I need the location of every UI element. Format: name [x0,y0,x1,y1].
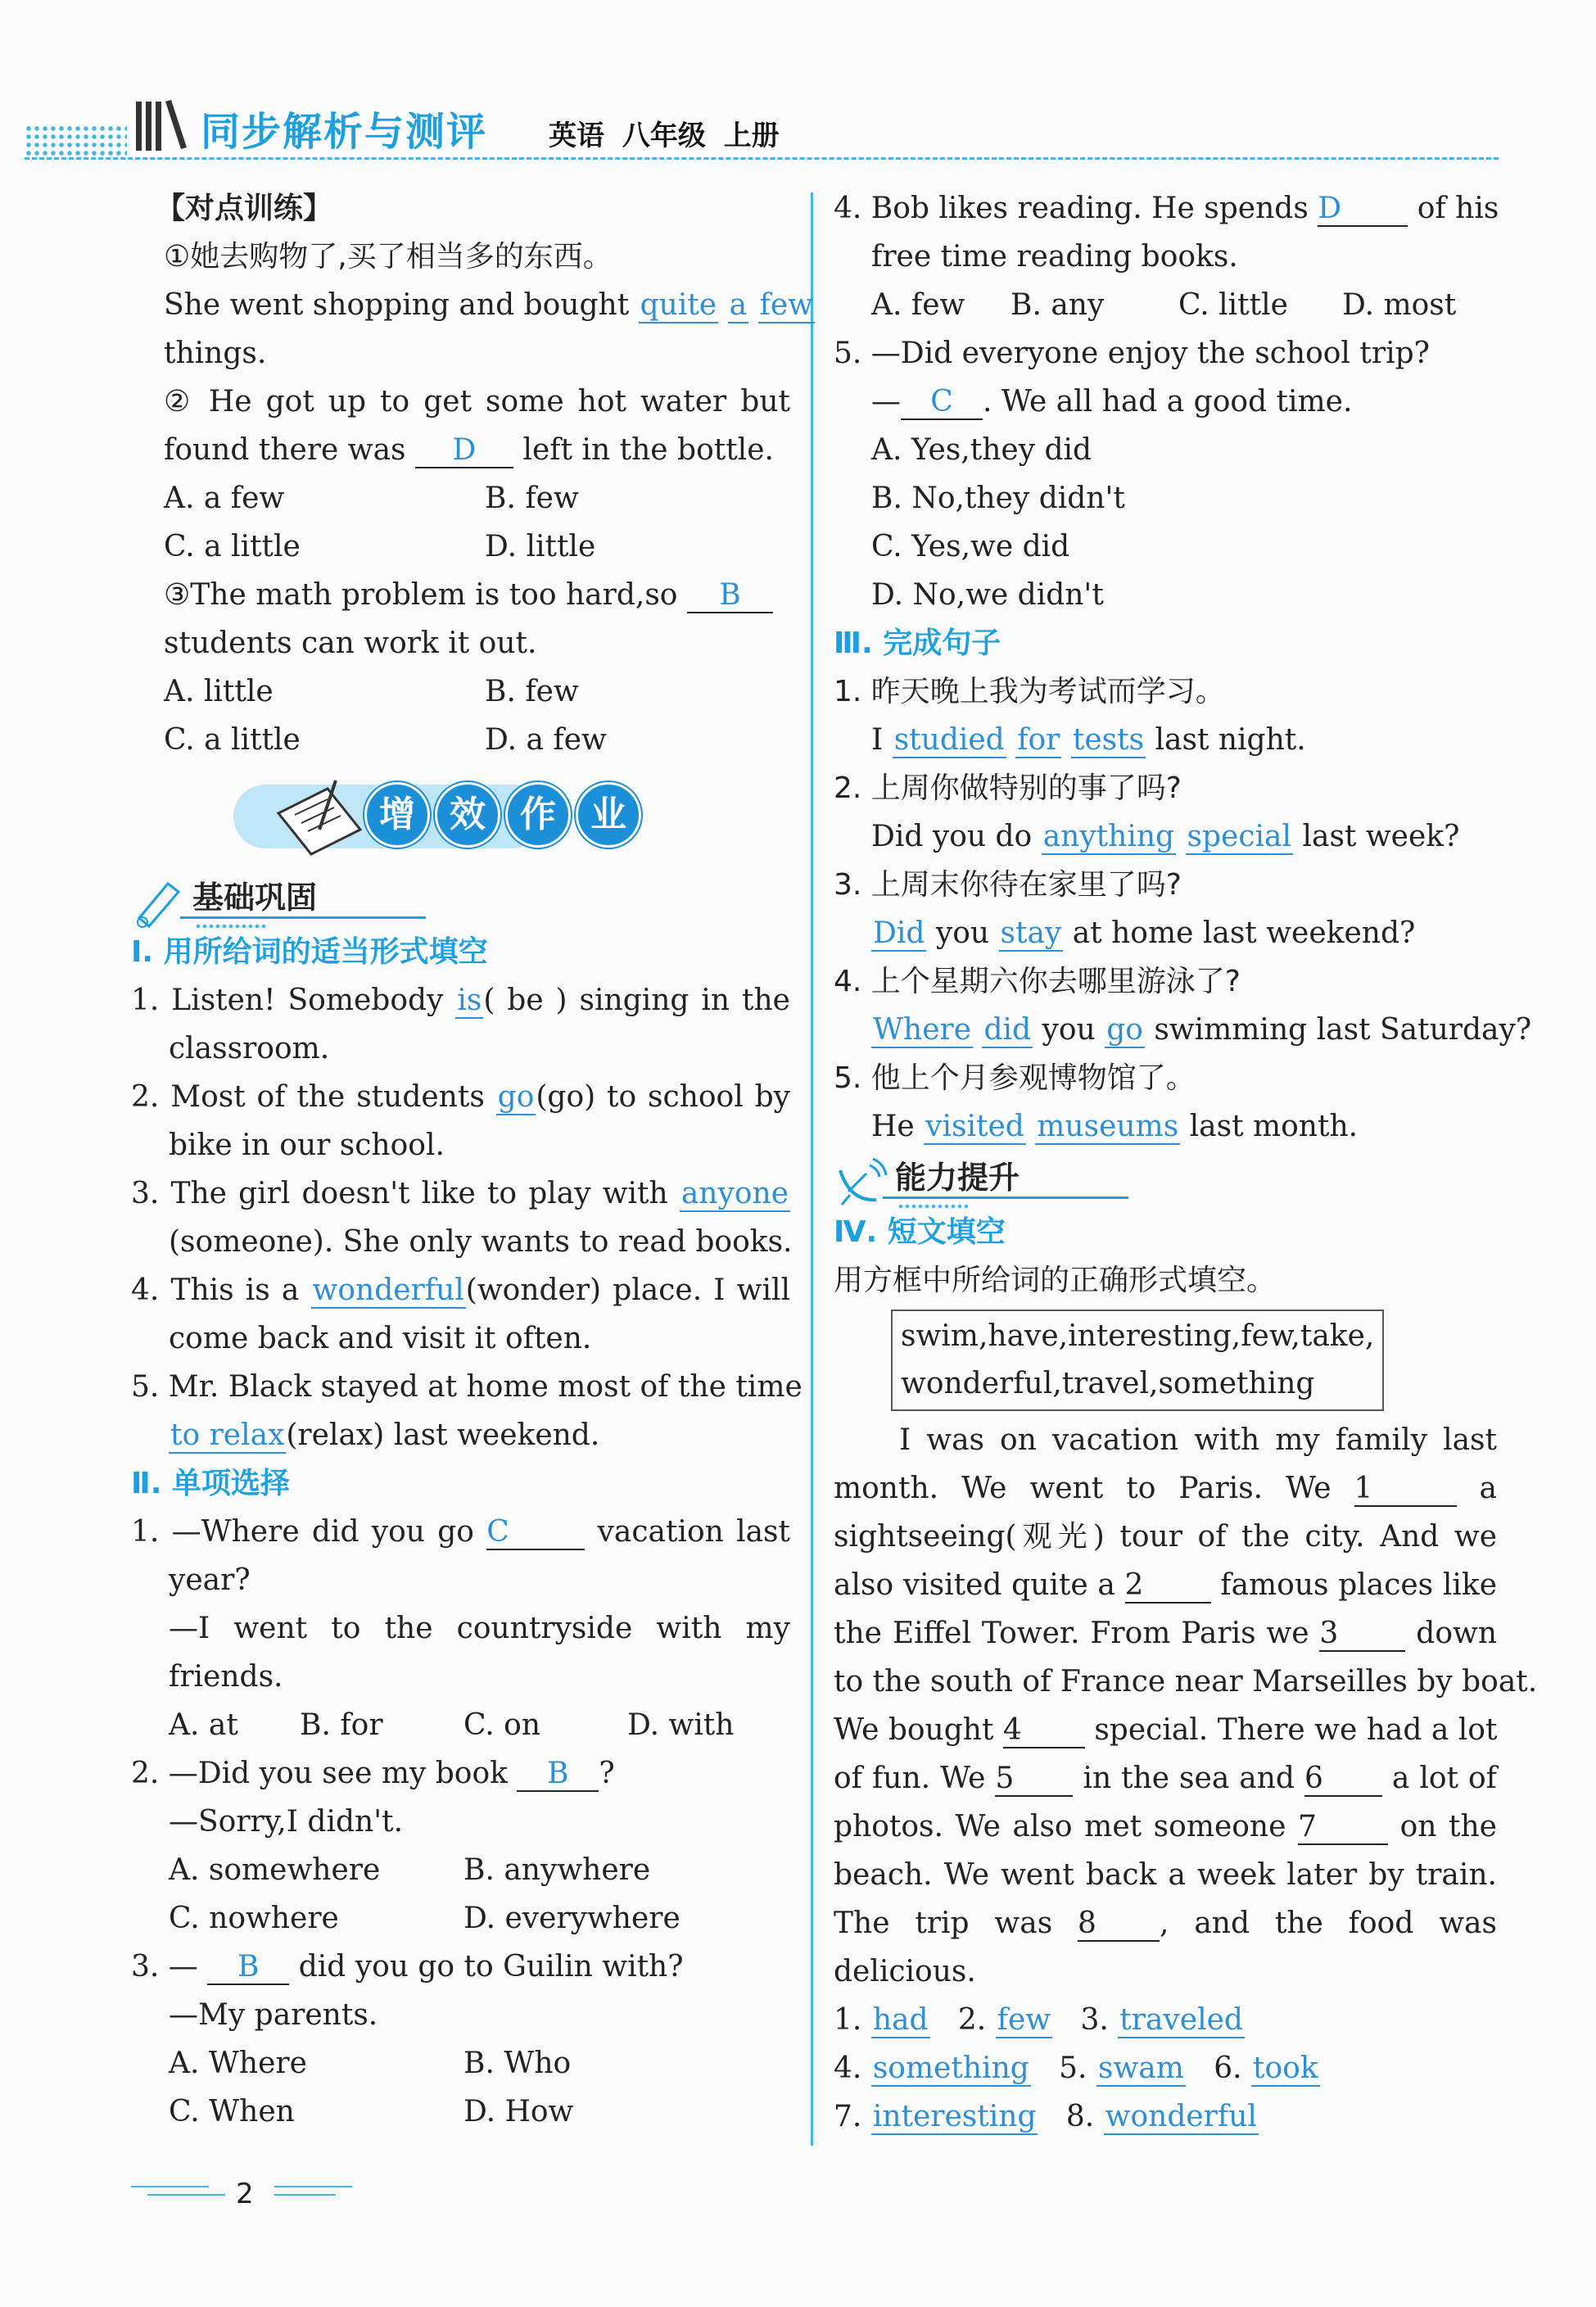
passage-line: photos. We also met someone 7 on the [834,1810,1497,1843]
sec2-q4-options [834,281,1497,329]
word-box [891,1310,1384,1411]
sec2-q3: 3. — B did you go to Guilin with? [131,1950,684,1984]
passage-line: delicious. [834,1955,976,1988]
sec2-q1-reply-cont: friends. [169,1660,283,1694]
word-box-line: wonderful,travel,something [901,1367,1315,1400]
answer-text: to relax [170,1418,285,1452]
option: A. somewhere [169,1853,381,1887]
option: D. a few [485,723,607,757]
book-subtitle [549,113,780,153]
answer-text: swam [1097,2051,1184,2085]
sec3-q2-en: Did you do anything special last week? [871,820,1460,853]
passage-line: We bought 4 special. There we had a lot [834,1713,1498,1747]
option: D. with [627,1708,735,1742]
sec1-q2: 2. Most of the students go(go) to school by [131,1080,790,1114]
practice-q2-line1: ② He got up to get some hot water but [164,385,790,418]
passage-blank: 6 [1304,1762,1382,1797]
heading-underline [883,1196,1128,1199]
practice-q3-line2: students can work it out. [164,627,537,660]
footer-rule [274,2194,336,2196]
option: C. little [1178,288,1288,322]
passage-blank: 4 [1003,1714,1085,1748]
satellite-dish-icon [834,1154,889,1208]
passage-answers: 1. had 2. few 3. traveled [834,2003,1243,2037]
option: D. little [485,530,596,563]
sec1-q5: 5. Mr. Black stayed at home most of the time [131,1370,803,1404]
banner-char: 业 [576,782,641,848]
banner-char: 增 [364,782,430,848]
page-footer [131,2174,377,2215]
sec1-q2-cont: bike in our school. [169,1129,445,1162]
banner-title [364,782,646,848]
page-number: 2 [236,2178,254,2210]
answer-text: visited [925,1110,1024,1143]
answer-text: anyone [680,1177,789,1210]
sec2-q2: 2. —Did you see my book B ? [131,1757,615,1790]
sec2-q3-options [131,2088,790,2136]
sec2-q1-reply: —I went to the countryside with my [169,1612,790,1645]
sec1-q4-cont: come back and visit it often. [169,1322,592,1355]
practice-q3-options [131,716,790,764]
option: C. When [169,2095,295,2128]
word-box-line: swim,have,interesting,few,take, [901,1319,1375,1353]
sec1-q1: 1. Listen! Somebody is( be ) singing in the [131,984,790,1017]
option: C. a little [164,723,301,757]
section-1-title: Ⅰ. 用所给词的适当形式填空 [131,935,488,969]
practice-q2-options [131,474,790,522]
sec2-q1-cont: year? [169,1563,251,1597]
sec3-q2-zh: 2. 上周你做特别的事了吗? [834,771,1182,805]
option: D. most [1342,288,1457,322]
passage-blank: 7 [1298,1811,1388,1845]
option: C. Yes,we did [871,530,1070,563]
sec3-q3-en: Did you stay at home last weekend? [873,916,1416,950]
answer-blank: D [415,434,513,468]
section-4-title: Ⅳ. 短文填空 [834,1215,1006,1249]
answer-blank: C [486,1516,585,1550]
passage-line: the Eiffel Tower. From Paris we 3 down [834,1617,1498,1650]
sec1-q1-cont: classroom. [169,1032,330,1065]
passage-line: beach. We went back a week later by train. [834,1858,1497,1892]
banner-char: 作 [505,782,571,848]
sec2-q5-reply: — C . We all had a good time. [871,385,1353,418]
option: C. a little [164,530,301,563]
passage-answers: 4. something 5. swam 6. took [834,2051,1318,2085]
header-rule [25,157,1499,160]
sec1-q4: 4. This is a wonderful(wonder) place. I will [131,1273,790,1307]
answer-blank: B [517,1757,599,1792]
footer-rule [131,2186,209,2187]
answer-text: something [872,2051,1029,2085]
answer-text: traveled [1119,2003,1243,2037]
answer-blank: B [687,579,773,613]
option: D. How [463,2095,574,2128]
answer-text: wonderful [1105,2100,1257,2133]
answer-text: took [1253,2051,1318,2085]
answer-text: did [983,1013,1032,1047]
practice-q1-end: things. [164,337,267,370]
passage-line: I was on vacation with my family last [899,1423,1497,1457]
answer-text: for [1017,723,1060,757]
pencil-icon [131,877,188,928]
answer-text: anything [1042,820,1175,853]
practice-q1-zh: ①她去购物了,买了相当多的东西。 [164,240,613,274]
answer-text: Did [873,916,925,950]
answer-text: tests [1072,723,1145,757]
sec1-q5-cont: to relax(relax) last weekend. [170,1418,600,1452]
sec3-q4-zh: 4. 上个星期六你去哪里游泳了? [834,965,1241,998]
passage-blank: 8 [1078,1907,1160,1942]
answer-text: few [997,2003,1051,2037]
section-3-title: Ⅲ. 完成句子 [834,627,1001,660]
heading-dots [195,923,267,930]
left-column [131,184,813,2136]
books-icon [133,97,190,156]
answer-blank: C [901,386,983,420]
answer-text: quite [640,288,717,322]
option: B. any [1010,288,1105,322]
sec2-q2-options [131,1894,790,1943]
heading-dots [897,1203,970,1210]
sec3-q1-zh: 1. 昨天晚上我为考试而学习。 [834,675,1225,708]
sec2-q2-options [131,1846,790,1894]
homework-banner [131,764,790,871]
passage-blank: 3 [1319,1617,1405,1652]
answer-text: interesting [872,2100,1037,2133]
passage-line: sightseeing(观光) tour of the city. And we [834,1520,1497,1554]
answer-text: museums [1037,1110,1179,1143]
answer-text: special [1187,820,1292,853]
option: B. anywhere [463,1853,651,1887]
sec3-q1-en: I studied for tests last night. [871,723,1306,757]
sec3-q4-en: Where did you go swimming last Saturday? [873,1013,1532,1047]
sec2-q3-options [131,2039,790,2088]
option: B. Who [463,2047,572,2080]
answer-text: studied [893,723,1005,757]
answer-text: few [759,288,813,322]
passage-answers: 7. interesting 8. wonderful [834,2100,1257,2133]
practice-q3-options [131,667,790,716]
practice-q3-line1: ③The math problem is too hard,so B [131,571,790,619]
answer-blank: B [207,1951,289,1985]
option: A. Yes,they did [871,433,1092,467]
sec1-q3: 3. The girl doesn't like to play with anyone [131,1177,789,1210]
answer-text: Where [873,1013,972,1047]
book-title: 同步解析与测评 [201,109,488,155]
option: A. little [164,675,274,708]
passage-line: to the south of France near Marseilles by boat. [834,1665,1538,1699]
sec3-q3-zh: 3. 上周末你待在家里了吗? [834,868,1182,902]
column-divider [811,192,813,2146]
answer-text: go [1106,1013,1143,1047]
answer-text: a [729,288,748,322]
option: C. nowhere [169,1902,339,1935]
header-dots [25,124,127,157]
sec3-q5-en: He visited museums last month. [871,1110,1359,1143]
passage-blank: 5 [995,1762,1073,1797]
answer-blank: D [1318,192,1408,227]
option: D. No,we didn't [871,578,1104,612]
answer-text: stay [1000,916,1062,950]
sec2-q1-options [131,1701,790,1749]
heading-underline [180,916,426,919]
sec2-q4-cont: free time reading books. [871,240,1238,274]
sec3-q5-zh: 5. 他上个月参观博物馆了。 [834,1061,1196,1095]
grade-label: 八年级 [622,120,706,152]
section-2-title: Ⅱ. 单项选择 [131,1467,290,1500]
practice-q2-line2: found there was D left in the bottle. [164,433,774,467]
option: A. a few [164,482,285,515]
option: C. on [463,1708,541,1742]
notebook-pen-icon [270,772,368,862]
option: B. few [485,482,579,515]
passage-line: month. We went to Paris. We 1 a [834,1472,1497,1505]
answer-text: go [497,1080,535,1114]
answer-text: had [872,2003,929,2037]
option: A. at [169,1708,238,1742]
sec1-q3-cont: (someone). She only wants to read books. [169,1225,793,1259]
passage-blank: 2 [1125,1569,1211,1604]
option: B. few [485,675,579,708]
ability-section-heading: 能力提升 [834,1151,1497,1208]
option: B. No,they didn't [871,482,1125,515]
passage-line: The trip was 8 , and the food was [834,1907,1497,1940]
banner-char: 效 [435,782,500,848]
basic-section-heading: 基础巩固 [131,871,790,928]
sec2-q4: 4. Bob likes reading. He spends D of his [834,192,1499,225]
sec2-q2-reply: —Sorry,I didn't. [169,1805,404,1839]
volume-label: 上册 [723,120,780,152]
practice-q1-line: She went shopping and bought quite a few [164,288,813,322]
answer-text: wonderful [312,1273,464,1307]
passage-blank: 1 [1354,1472,1457,1507]
answer-text: is [457,984,482,1017]
sec2-q3-reply: —My parents. [169,1998,378,2032]
page-header [25,97,1499,170]
footer-rule [147,2194,225,2196]
sec2-q5: 5. —Did everyone enjoy the school trip? [834,337,1430,370]
passage-line: also visited quite a 2 famous places like [834,1568,1497,1602]
option: A. Where [169,2047,307,2080]
footer-rule [274,2186,352,2187]
sec2-q1: 1. —Where did you go C vacation last [131,1515,790,1549]
option: A. few [871,288,965,322]
option: B. for [300,1708,383,1742]
option: D. everywhere [463,1902,680,1935]
right-column [834,184,1538,2141]
practice-heading: 【对点训练】 [156,192,333,225]
sec4-instruction: 用方框中所给词的正确形式填空。 [834,1264,1277,1297]
practice-q2-options [131,522,790,571]
passage-line: of fun. We 5 in the sea and 6 a lot of [834,1762,1497,1795]
subject-label: 英语 [549,120,604,152]
